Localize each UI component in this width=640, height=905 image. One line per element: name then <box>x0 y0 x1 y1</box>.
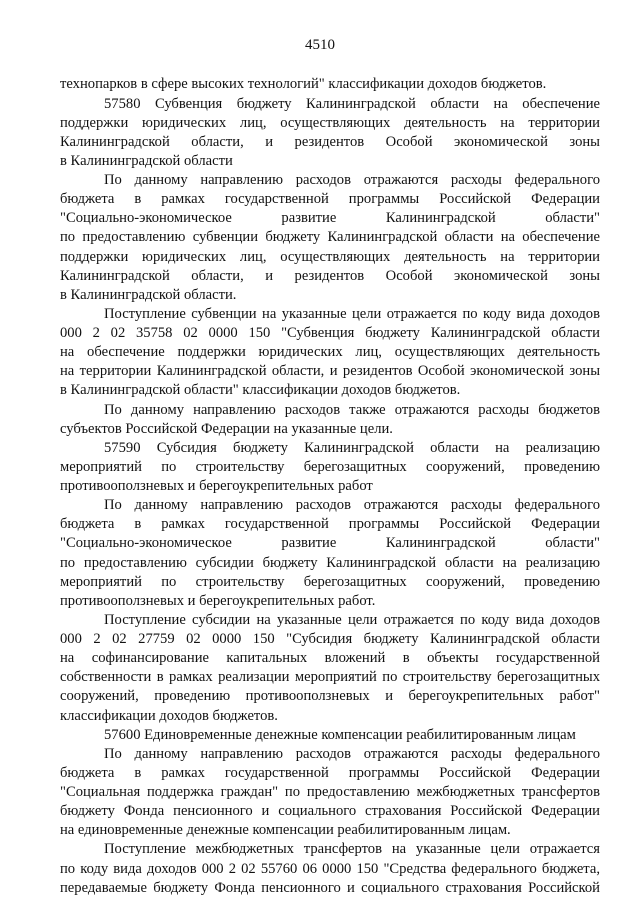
text-line: в Калининградской области" классификации доходов бюджетов. <box>60 382 461 398</box>
section-heading: 57600 Единовременные денежные компенсации реабилитированным лицам <box>104 727 576 743</box>
text-line: Поступление межбюджетных трансфертов на указанные цели отражается <box>104 841 600 857</box>
text-line: по коду вида доходов 000 2 02 55760 06 0000 150 "Средства федерального бюджета, <box>60 861 600 877</box>
text-line: поддержки юридических лиц, осуществляющих деятельность на территории <box>60 249 600 265</box>
text-line: бюджета в рамках государственной программы Российской Федерации <box>60 191 600 207</box>
text-line: на единовременные денежные компенсации реабилитированным лицам. <box>60 822 511 838</box>
text-line: бюджета в рамках государственной программы Российской Федерации <box>60 765 600 781</box>
page-number: 4510 <box>305 37 335 53</box>
text-line: Калининградской области, и резидентов Особой экономической зоны <box>60 268 600 284</box>
text-line: 000 2 02 27759 02 0000 150 "Субсидия бюджету Калининградской области <box>60 631 600 647</box>
text-line: По данному направлению расходов также отражаются расходы бюджетов <box>104 402 600 418</box>
text-line: по предоставлению субвенции бюджету Калининградской области на обеспечение <box>60 229 600 245</box>
text-line: поддержки юридических лиц, осуществляющих деятельность на территории <box>60 115 600 131</box>
text-line: противооползневых и берегоукрепительных работ <box>60 478 373 494</box>
text-line: в Калининградской области <box>60 153 233 169</box>
text-line: бюджету Фонда пенсионного и социального страхования Российской Федерации <box>60 803 600 819</box>
text-line: бюджета в рамках государственной программы Российской Федерации <box>60 516 600 532</box>
text-line: на софинансирование капитальных вложений в объекты государственной <box>60 650 600 666</box>
text-line: "Социальная поддержка граждан" по предоставлению межбюджетных трансфертов <box>60 784 600 800</box>
text-line: Калининградской области, и резидентов Особой экономической зоны <box>60 134 600 150</box>
text-line: на обеспечение поддержки юридических лиц, осуществляющих деятельность <box>60 344 600 360</box>
text-line: "Социально-экономическое развитие Калининградской области" <box>60 535 600 551</box>
text-line: "Социально-экономическое развитие Калининградской области" <box>60 210 600 226</box>
text-line: По данному направлению расходов отражаются расходы федерального <box>104 746 600 762</box>
text-line: по предоставлению субсидии бюджету Калининградской области на реализацию <box>60 555 600 571</box>
text-line: 000 2 02 35758 02 0000 150 "Субвенция бюджету Калининградской области <box>60 325 600 341</box>
text-line: 57580 Субвенция бюджету Калининградской области на обеспечение <box>104 96 600 112</box>
text-line: противооползневых и берегоукрепительных работ. <box>60 593 376 609</box>
text-line: мероприятий по строительству берегозащитных сооружений, проведению <box>60 459 600 475</box>
text-line: По данному направлению расходов отражаются расходы федерального <box>104 172 600 188</box>
text-line: субъектов Российской Федерации на указанные цели. <box>60 421 393 437</box>
text-line: на территории Калининградской области, и резидентов Особой экономической зоны <box>60 363 600 379</box>
text-line: мероприятий по строительству берегозащитных сооружений, проведению <box>60 574 600 590</box>
text-line: 57590 Субсидия бюджету Калининградской области на реализацию <box>104 440 600 456</box>
text-line: сооружений, проведению противооползневых и берегоукрепительных работ" <box>60 688 600 704</box>
text-line: По данному направлению расходов отражаются расходы федерального <box>104 497 600 513</box>
text-line: классификации доходов бюджетов. <box>60 708 278 724</box>
text-line: передаваемые бюджету Фонда пенсионного и социального страхования Российской <box>60 880 600 896</box>
text-line: в Калининградской области. <box>60 287 237 303</box>
text-line: собственности в рамках реализации мероприятий по строительству берегозащитных <box>60 669 600 685</box>
text-line: Поступление субсидии на указанные цели отражается по коду вида доходов <box>104 612 600 628</box>
text-line: технопарков в сфере высоких технологий" классификации доходов бюджетов. <box>60 76 547 92</box>
text-line: Поступление субвенции на указанные цели отражается по коду вида доходов <box>104 306 600 322</box>
